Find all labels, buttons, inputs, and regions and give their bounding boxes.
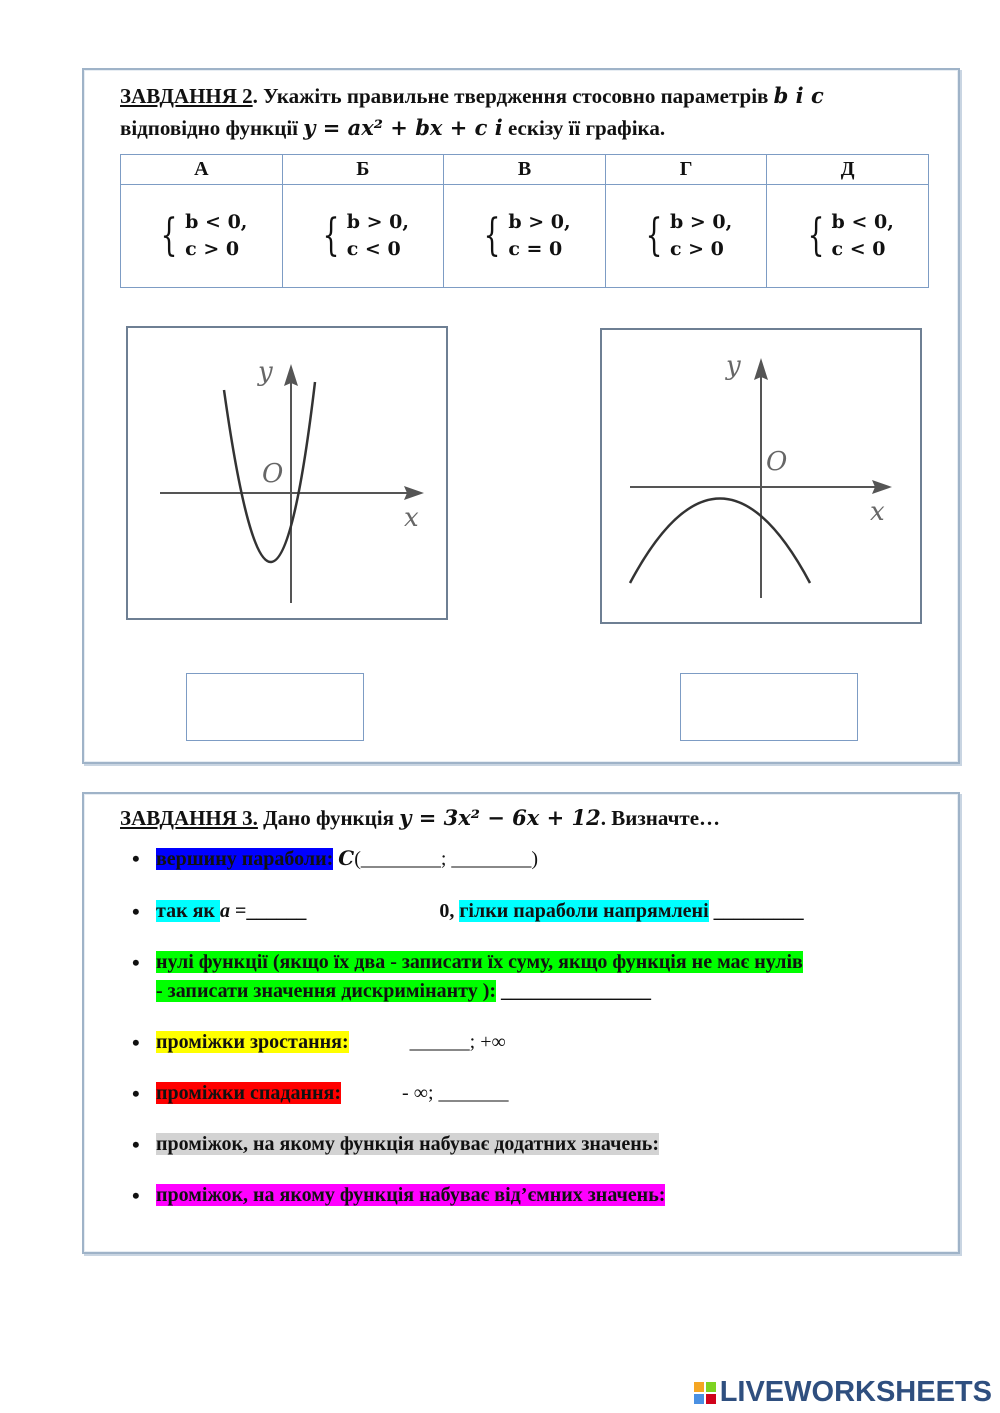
task2-params: b і c [773,83,824,108]
option-condition-b: b < 0, [831,211,894,233]
option-condition-c: c < 0 [346,238,401,260]
zeros-answer-blank[interactable]: _______________ [496,980,652,1002]
y-label: y [258,357,273,387]
vertex-answer-blanks[interactable]: (________; ________) [354,848,539,870]
x-label: x [404,503,419,533]
option-condition-b: b > 0, [346,211,410,233]
increase-label: проміжки зростання: [156,1031,349,1053]
logo-text: LIVEWORKSHEETS [719,1376,992,1408]
option-condition-b: b > 0, [508,211,571,233]
increase-answer[interactable]: ______; +∞ [409,1031,506,1053]
answer-input-left[interactable] [186,673,364,741]
option-cell [605,185,767,288]
since-label: так як [156,900,220,922]
list-item-decrease [120,1079,930,1108]
x-label: x [870,497,885,527]
brace-icon: { [160,210,178,261]
task3-panel [82,792,960,1254]
task2-label: ЗАВДАННЯ 2 [120,84,253,108]
x-axis-arrow-icon [872,480,892,494]
branches-label: гілки параболи напрямлені [459,900,709,922]
option-condition-b: b > 0, [669,211,733,233]
zeros-label-line2: - записати значення дискримінанту ): [156,980,497,1002]
option-condition-c: c < 0 [831,238,886,260]
task2-panel [82,68,960,764]
parabola-curve [630,499,810,584]
option-condition-c: c > 0 [669,238,724,260]
option-cell [444,185,606,288]
graph-right-plot [602,330,920,622]
y-label: y [726,351,741,381]
option-letter: Д [767,155,929,185]
list-item-increase [120,1028,930,1057]
list-item-positive [120,1130,930,1159]
task2-heading [120,80,824,144]
options-value-row [121,185,929,288]
task3-heading [120,802,720,834]
decrease-label: проміжки спадання: [156,1082,342,1104]
positive-label: проміжок, на якому функція набуває додатних значень: [156,1133,659,1155]
brace-icon: { [645,210,663,261]
decrease-answer[interactable]: - ∞; _______ [402,1082,509,1104]
y-axis-arrow-icon [284,364,298,386]
options-table [120,154,929,288]
vertex-label: вершину параболи: [156,848,334,870]
branches-answer-blank[interactable]: _________ [708,900,804,922]
option-letter: А [121,155,283,185]
graph-left-plot [128,328,446,618]
brace-icon: { [322,210,340,261]
task3-outro: . Визначте… [600,806,721,830]
graph-right [600,328,922,624]
list-item-since [120,897,930,926]
logo-mark-icon [694,1382,716,1404]
graph-left [126,326,448,620]
task2-and: і [487,115,503,140]
origin-label: O [766,447,788,477]
origin-label: O [262,459,284,489]
task3-label: ЗАВДАННЯ 3. [120,806,258,830]
option-cell [121,185,283,288]
vertex-point: C [338,846,355,870]
brace-icon: { [483,210,501,261]
option-letter: Б [282,155,444,185]
list-item-negative [120,1181,930,1210]
option-letter: В [444,155,606,185]
task3-intro: Дано функція [257,806,400,830]
since-a: a [219,900,230,922]
task2-function: y = ax² + bx + c [303,115,488,140]
option-letter: Г [605,155,767,185]
task3-list [120,842,930,1210]
zeros-label-line1: нулі функції (якщо їх два - записати їх суму, якщо функція не має нулів [156,951,803,973]
brace-icon: { [807,210,824,261]
list-item-vertex [120,844,930,874]
options-header-row [121,155,929,185]
task2-line1-text: . Укажіть правильне твердження стосовно параметрів [252,84,774,108]
task2-line2-end: ескізу її графіка. [502,116,666,140]
task2-line2-text: відповідно функції [120,116,304,140]
answer-input-right[interactable] [680,673,858,741]
liveworksheets-logo [694,1376,992,1409]
a-answer-blank[interactable]: =______ [229,900,307,922]
negative-label: проміжок, на якому функція набуває від’ємних значень: [156,1184,666,1206]
option-cell [767,185,929,288]
option-condition-b: b < 0, [185,211,248,233]
option-cell [282,185,444,288]
task3-function: y = 3x² − 6x + 12 [399,805,601,830]
y-axis-arrow-icon [754,358,768,380]
option-condition-c: c = 0 [508,238,563,260]
option-condition-c: c > 0 [185,238,240,260]
since-zero: 0, [439,900,460,922]
x-axis-arrow-icon [404,486,424,500]
list-item-zeros [120,948,930,1006]
